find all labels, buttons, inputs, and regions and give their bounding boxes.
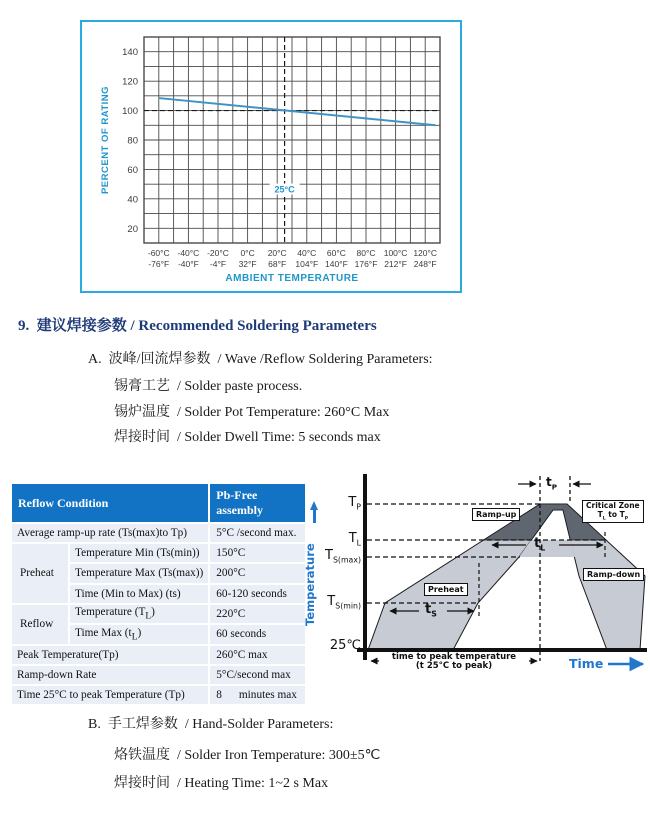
table-row <box>12 646 305 664</box>
x-tick-label-f: 212°F <box>384 259 407 269</box>
time-to-peak-label: time to peak temperature (t 25°C to peak) <box>379 653 529 672</box>
x-tick-label-f: 68°F <box>268 259 287 269</box>
row-label: Peak Temperature(Tp) <box>12 646 208 664</box>
row-label: Time (Min to Max) (ts) <box>70 585 208 603</box>
y-tick-label: 80 <box>127 135 138 147</box>
solder-iron-line: 烙铁温度 / Solder Iron Temperature: 300±5℃ <box>114 748 381 763</box>
y-tick-label: 60 <box>127 164 138 176</box>
section-9-heading <box>18 314 377 335</box>
x-tick-label-f: 248°F <box>413 259 437 269</box>
x-tick-label-f: 140°F <box>325 259 348 269</box>
row-label: Time 25°C to peak Temperature (Tp) <box>12 686 208 704</box>
section-title-en: / Recommended Soldering Parameters <box>126 318 377 334</box>
y-tick-label: 140 <box>122 47 138 59</box>
row-value: 200°C <box>210 564 305 582</box>
row-label: Time Max $(t_L)$ <box>70 625 208 643</box>
row-value: 8 minutes max <box>210 686 305 704</box>
solder-pot-line: 锡炉温度 / Solder Pot Temperature: 260°C Max <box>114 405 390 420</box>
row-value: 60 seconds <box>210 625 305 643</box>
x-tick-label-c: 0°C <box>240 248 255 258</box>
group-reflow: Reflow <box>12 605 68 644</box>
ramp-up-box: Ramp-up <box>472 508 520 521</box>
y-tick-label: 20 <box>127 223 138 235</box>
reflow-table-wrap <box>10 482 307 706</box>
temperature-axis-label: Temperature <box>303 543 317 626</box>
x-tick-label-c: 100°C <box>383 248 408 258</box>
tl-span-label: $t_L$ <box>534 536 546 553</box>
row-value: 220°C <box>210 605 305 623</box>
solder-paste-line: 锡膏工艺 / Solder paste process. <box>114 379 303 394</box>
row-label: Temperature Min (Ts(min)) <box>70 544 208 562</box>
x-tick-label-c: 40°C <box>297 248 317 258</box>
x-tick-label-c: 80°C <box>356 248 376 258</box>
temperature-axis-arrow-stem <box>313 509 316 523</box>
x-tick-label-f: -40°F <box>177 259 199 269</box>
solder-dwell-line: 焊接时间 / Solder Dwell Time: 5 seconds max <box>114 430 381 445</box>
row-value: 260°C max <box>210 646 305 664</box>
x-tick-label-c: 20°C <box>267 248 287 258</box>
row-value: 60-120 seconds <box>210 585 305 603</box>
x-axis-title: AMBIENT TEMPERATURE <box>225 273 359 284</box>
preheat-box: Preheat <box>424 583 468 596</box>
section-number: 9. <box>18 318 30 334</box>
header-reflow-condition: Reflow Condition <box>12 484 208 522</box>
x-tick-label-c: -20°C <box>207 248 229 258</box>
table-row <box>12 524 305 542</box>
item-a-line: A. 波峰/回流焊参数 / Wave /Reflow Soldering Parameters: <box>88 352 433 367</box>
x-tick-label-c: -60°C <box>147 248 170 258</box>
reflow-condition-table <box>10 482 307 706</box>
tp-span-label: $t_P$ <box>546 475 558 492</box>
row-label: Temperature $(T_L)$ <box>70 605 208 623</box>
row-value: 5°C/second max <box>210 666 305 684</box>
table-row <box>12 666 305 684</box>
time-axis-label: Time <box>569 656 604 671</box>
x-tick-label-f: 32°F <box>238 259 257 269</box>
label-tp: $T_P$ <box>348 495 361 512</box>
heating-time-line: 焊接时间 / Heating Time: 1~2 s Max <box>114 776 329 791</box>
label-tsmax: $T_{S(max)}$ <box>325 548 361 565</box>
x-tick-label-c: -40°C <box>177 248 200 258</box>
row-label: Average ramp-up rate (Ts(max)to Tp) <box>12 524 208 542</box>
row-value: 150°C <box>210 544 305 562</box>
header-pb-free: Pb-Free assembly <box>210 484 305 522</box>
y-tick-label: 120 <box>122 76 138 88</box>
derating-chart-box <box>80 20 462 293</box>
x-tick-label-c: 60°C <box>326 248 346 258</box>
x-tick-label-f: 104°F <box>295 259 319 269</box>
reflow-profile-diagram <box>303 468 650 683</box>
label-25c: 25℃ <box>329 638 361 653</box>
row-label: Temperature Max (Ts(max)) <box>70 564 208 582</box>
table-row <box>12 544 305 562</box>
ramp-down-box: Ramp-down <box>583 568 644 581</box>
y-tick-label: 40 <box>127 194 138 206</box>
ts-span-label: $t_S$ <box>425 602 437 619</box>
x-tick-label-c: 120°C <box>413 248 438 258</box>
annotation-25c: 25°C <box>274 184 295 195</box>
x-tick-label-f: 176°F <box>354 259 378 269</box>
row-value: 5°C /second max. <box>210 524 305 542</box>
y-axis-title: PERCENT OF RATING <box>100 85 111 195</box>
label-tl: $T_L$ <box>348 531 361 548</box>
x-tick-label-f: -76°F <box>148 259 170 269</box>
table-header-row <box>12 484 305 522</box>
item-b-line: B. 手工焊参数 / Hand-Solder Parameters: <box>88 717 334 732</box>
table-row <box>12 686 305 704</box>
row-label: Ramp-down Rate <box>12 666 208 684</box>
group-preheat: Preheat <box>12 544 68 603</box>
derating-chart <box>82 22 460 291</box>
y-axis-bar <box>363 474 367 660</box>
label-tsmin: $T_{S(min)}$ <box>327 594 361 611</box>
y-tick-label: 100 <box>122 106 138 118</box>
x-tick-label-f: -4°F <box>209 259 227 269</box>
section-title-zh: 建议焊接参数 <box>36 318 127 334</box>
table-row <box>12 605 305 623</box>
critical-zone-box: Critical Zone $T_L$ to $T_P$ <box>582 500 644 523</box>
